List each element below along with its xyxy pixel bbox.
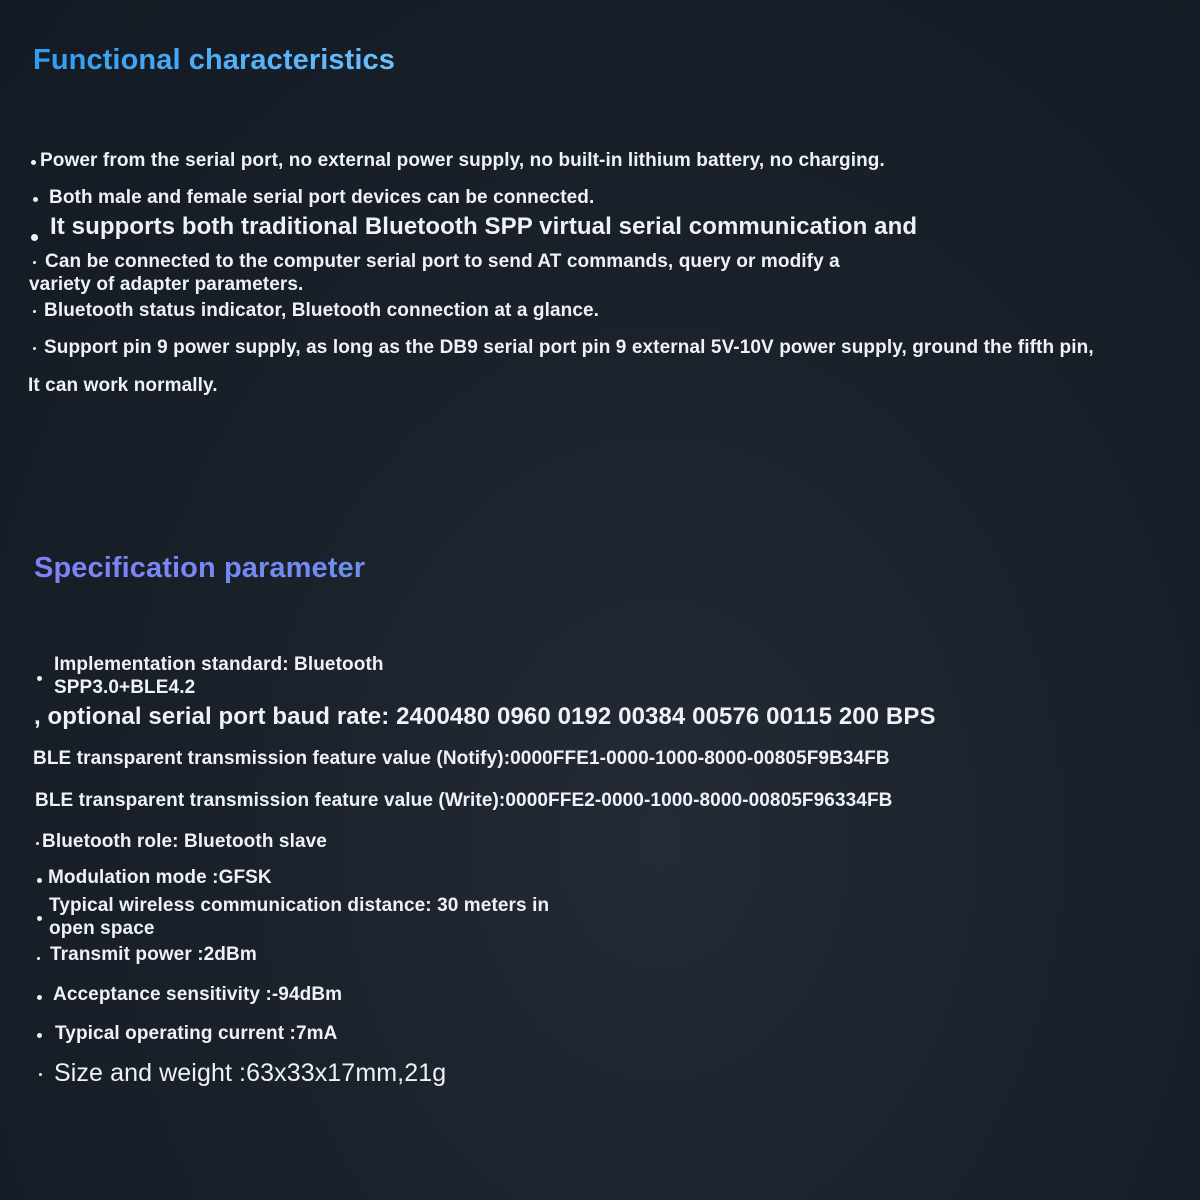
functional-item-continued: variety of adapter parameters.: [29, 274, 304, 295]
functional-item: Both male and female serial port devices can be connected.: [49, 187, 595, 208]
spec-item: Bluetooth role: Bluetooth slave: [42, 831, 327, 852]
bullet-icon: [36, 842, 39, 845]
spec-item: Acceptance sensitivity :-94dBm: [53, 984, 343, 1005]
bullet-icon: [37, 957, 40, 960]
bullet-icon: [37, 916, 42, 921]
bullet-icon: [37, 1033, 42, 1038]
bullet-icon: [33, 261, 36, 264]
bullet-icon: [33, 197, 38, 202]
spec-item: Typical wireless communication distance: 30 meters in: [49, 895, 550, 916]
spec-item-continued: SPP3.0+BLE4.2: [54, 677, 196, 698]
functional-heading: Functional characteristics: [33, 44, 395, 76]
bullet-icon: [39, 1073, 42, 1076]
bullet-icon: [31, 160, 36, 165]
functional-item: Bluetooth status indicator, Bluetooth connection at a glance.: [44, 300, 600, 321]
spec-item: BLE transparent transmission feature value (Notify):0000FFE1-0000-1000-8000-00805F9B34FB: [33, 748, 890, 769]
spec-item: Typical operating current :7mA: [55, 1023, 338, 1044]
bullet-icon: [37, 676, 42, 681]
spec-heading: Specification parameter: [34, 552, 366, 584]
spec-item: Modulation mode :GFSK: [48, 867, 272, 888]
spec-item: Size and weight :63x33x17mm,21g: [54, 1059, 447, 1087]
functional-item-continued: It can work normally.: [28, 375, 218, 396]
functional-item: Can be connected to the computer serial port to send AT commands, query or modify a: [45, 251, 840, 272]
spec-item-continued: open space: [49, 918, 155, 939]
functional-item: It supports both traditional Bluetooth SPP virtual serial communication and: [50, 213, 918, 240]
bullet-icon: [31, 234, 38, 241]
bullet-icon: [33, 347, 36, 350]
bullet-icon: [37, 878, 42, 883]
bullet-icon: [33, 310, 36, 313]
spec-item: BLE transparent transmission feature value (Write):0000FFE2-0000-1000-8000-00805F96334FB: [35, 790, 893, 811]
spec-item: , optional serial port baud rate: 2400480 0960 0192 00384 00576 00115 200 BPS: [34, 703, 936, 730]
functional-item: Support pin 9 power supply, as long as the DB9 serial port pin 9 external 5V-10V power supply, ground the fifth pin,: [44, 337, 1094, 358]
functional-item: Power from the serial port, no external power supply, no built-in lithium battery, no charging.: [40, 150, 885, 171]
spec-item: Transmit power :2dBm: [50, 944, 257, 965]
spec-item: Implementation standard: Bluetooth: [54, 654, 384, 675]
bullet-icon: [37, 995, 42, 1000]
